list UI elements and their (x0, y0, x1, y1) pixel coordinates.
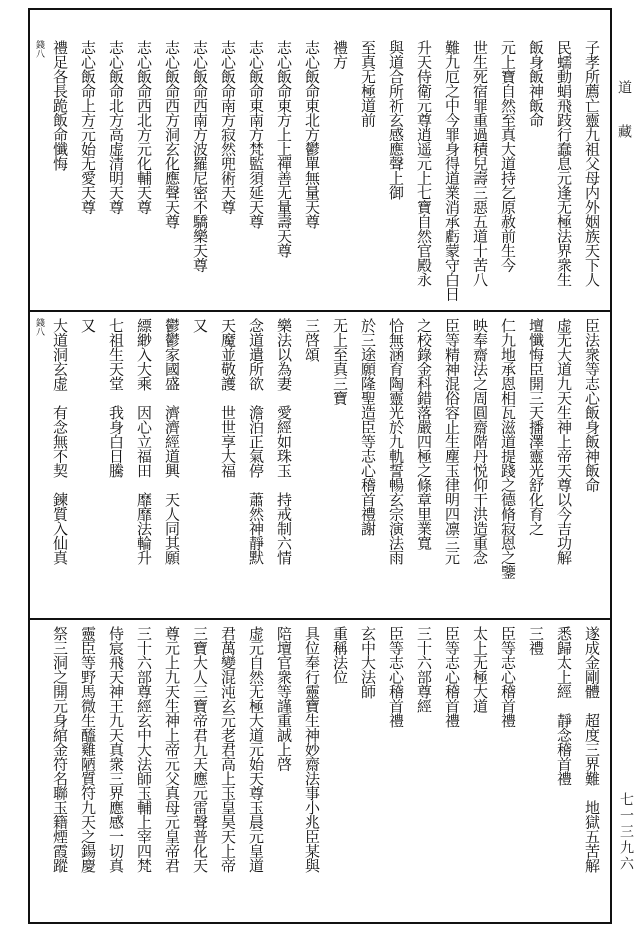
text-column: 靈臣等野馬微生醯雞陋質符九天之鍚慶 (79, 626, 97, 873)
text-column: 志心飯命西南方波羅尼密不驕樂天尊 (191, 40, 209, 272)
folio-number: 七一三九六 (618, 792, 634, 872)
page-note: 錢八 (34, 40, 44, 58)
text-column: 志心飯命西北方元化輔天尊 (135, 40, 153, 214)
panel-middle (30, 318, 610, 614)
text-column: 恰無涵育陶靈光於九軌誓暢玄宗演法雨 (387, 318, 405, 565)
text-column: 志心飯命西方洞玄化應聲天尊 (163, 40, 181, 229)
text-column: 天魔並敬護 世世享大福 (219, 318, 237, 478)
text-column: 遂成金剛體 超度三界難 地獄五苦解 (583, 626, 601, 873)
text-column: 臣等志心稽首禮 (443, 626, 461, 728)
text-column: 映奉齋法之周圓齋階丹悦仰干洪造重念 (471, 318, 489, 565)
text-column: 樂法以為妻 愛經如珠玉 持戒制六情 (275, 318, 293, 565)
text-column: 具位奉行靈寶生神妙齋法事小兆臣某與 (303, 626, 321, 873)
text-column: 尊元上九天生神上帝元父真母元皇帝君 (163, 626, 181, 873)
text-column: 禮足各長跪飯命懺悔 (51, 40, 69, 171)
text-column: 志心飯命南方寂然兜術天尊 (219, 40, 237, 214)
text-column: 仁九地承恩相瓦滋道提踐之德脩寂恩之鑒 (499, 318, 517, 579)
text-column: 三十六部尊經 (415, 626, 433, 713)
text-column: 悉歸太上經 靜念稽首禮 (555, 626, 573, 786)
text-column: 志心飯命北方高虚清明天尊 (107, 40, 125, 214)
text-column: 虚无大道九天生神上帝天尊以今吉功解 (555, 318, 573, 565)
text-column: 志心飯命東北方鬱單無量天尊 (303, 40, 321, 229)
text-column: 又 (191, 318, 209, 333)
text-column: 重稱法位 (331, 626, 349, 684)
text-column: 與道合所祈玄感應聲上御 (387, 40, 405, 200)
text-column: 縹緲入大乘 因心立福田 靡靡法輪升 (135, 318, 153, 565)
text-column: 於三途願隆聖造臣等志心稽首禮謝 (359, 318, 377, 536)
text-column: 元上寶自然至真大道持乞原赦前生今 (499, 40, 517, 272)
text-column: 大道洞玄虚 有念無不契 鍊質入仙真 (51, 318, 69, 565)
text-column: 七祖生天堂 我身白日騰 (107, 318, 125, 478)
text-column: 難九厄之中今罪身得道業消承虧蒙守白日 (443, 40, 461, 301)
text-column: 臣等精神混俗容止生塵玉律明四凛三元 (443, 318, 461, 565)
text-column: 念道遣所欲 澹泊正氣停 蕭然神靜默 (247, 318, 265, 565)
panel-divider-1 (28, 310, 612, 312)
text-column: 志心飯命東方上上禪善无量壽天尊 (275, 40, 293, 258)
text-column: 臣等志心稽首禮 (387, 626, 405, 728)
text-column: 君萬變混沌玄元老君高上玉皇昊天上帝 (219, 626, 237, 873)
text-column: 志心飯命上方元始无愛天尊 (79, 40, 97, 214)
text-column: 升天侍衛元尊逍遥元上七寶自然官殿永 (415, 40, 433, 287)
text-column: 臣等志心稽首禮 (499, 626, 517, 728)
text-column: 三寶大人三寶帝君九天應元雷聲普化天 (191, 626, 209, 873)
text-column: 三禮 (527, 626, 545, 655)
panel-divider-2 (28, 618, 612, 620)
text-column: 侍宸飛天神王九天真衆三界應感一切真 (107, 626, 125, 873)
page-note: 錢八 (34, 318, 44, 336)
text-column: 又 (79, 318, 97, 333)
text-column: 太上无極大道 (471, 626, 489, 713)
text-column: 至真无極道前 (359, 40, 377, 127)
text-column: 三啓頌 (303, 318, 321, 362)
text-column: 飯身飯神飯命 (527, 40, 545, 127)
book-title: 道 藏 (616, 80, 632, 146)
text-column: 世生死宿罪重過積兒壽三惡五道十苦八 (471, 40, 489, 287)
text-column: 臣法衆等志心飯身飯神飯命 (583, 318, 601, 492)
text-column: 鬱鬱家國盛 濟濟經道興 天人同其願 (163, 318, 181, 565)
text-column: 玄中大法師 (359, 626, 377, 699)
panel-upper (30, 40, 610, 306)
text-column: 无上至真三寶 (331, 318, 349, 405)
text-column: 壇懺悔臣開三天播澤靈光舒化育之 (527, 318, 545, 536)
text-column: 禮方 (331, 40, 349, 69)
text-column: 虚元自然无極大道元始天尊玉晨元皇道 (247, 626, 265, 873)
panel-lower (30, 626, 610, 920)
text-column: 三十六部尊經玄中大法師玉輔上宰四梵 (135, 626, 153, 873)
text-column: 之校錄金科錯落嚴四極之條章里業寬 (415, 318, 433, 550)
text-column: 志心飯命東南方梵監須延天尊 (247, 40, 265, 229)
text-column: 子孝所薦亡靈九祖父母内外姻族天下人 (583, 40, 601, 287)
text-column: 陪壇官衆等謹重誠上啓 (275, 626, 293, 771)
text-column: 民蠕動蜎飛跂行蠢息元逢无極法界衆生 (555, 40, 573, 287)
text-column: 祭三洞之開元身綰金符名聯玉籍煙霞蹤 (51, 626, 69, 873)
